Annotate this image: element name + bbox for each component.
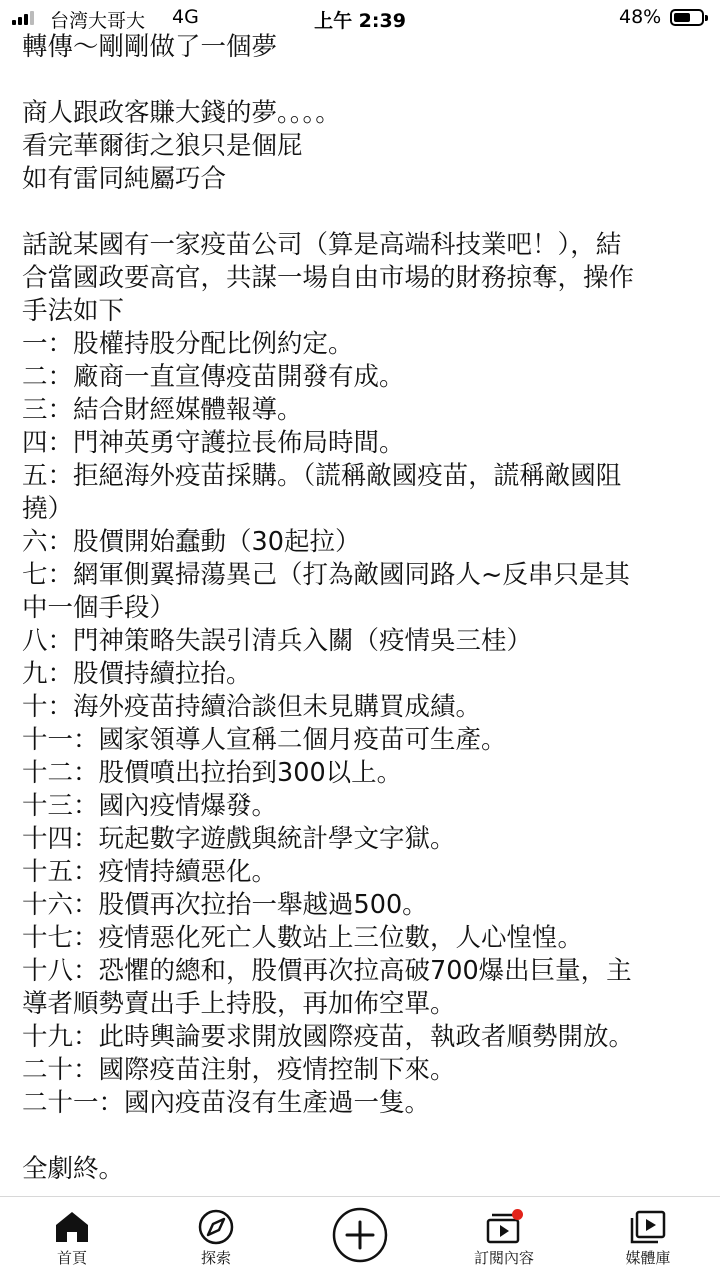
post-line: 二十一：國內疫苗沒有生產過一隻。 (22, 1088, 431, 1118)
home-icon (52, 1209, 92, 1245)
post-body (22, 31, 702, 1186)
post-line: 合當國政要高官，共謀一場自由市場的財務掠奪，操作 (22, 263, 635, 293)
plus-circle-icon (330, 1205, 390, 1265)
status-time: 上午 2:39 (314, 10, 406, 32)
post-line: 四：門神英勇守護拉長佈局時間。 (22, 428, 405, 458)
library-icon (628, 1209, 668, 1245)
post-line: 七：網軍側翼掃蕩異己（打為敵國同路人~反串只是其 (22, 560, 630, 590)
post-line: 十二：股價噴出拉抬到300以上。 (22, 758, 403, 788)
post-line: 全劇終。 (22, 1154, 125, 1184)
tab-library-label: 媒體庫 (625, 1249, 671, 1267)
tab-explore[interactable] (144, 1197, 288, 1281)
tab-explore-label: 探索 (200, 1249, 231, 1267)
blank-line (22, 196, 702, 229)
post-line: 八：門神策略失誤引清兵入關（疫情吳三桂） (22, 626, 533, 656)
post-line: 十五：疫情持續惡化。 (22, 857, 278, 887)
blank-line (22, 1120, 702, 1153)
post-line: 十：海外疫苗持續洽談但未見購買成績。 (22, 692, 482, 722)
post-line: 五：拒絕海外疫苗採購。（謊稱敵國疫苗，謊稱敵國阻 (22, 461, 622, 491)
post-line: 轉傳～剛剛做了一個夢 (22, 32, 278, 62)
create-button[interactable] (288, 1197, 432, 1281)
post-line: 十八：恐懼的總和，股價再次拉高破700爆出巨量，主 (22, 956, 632, 986)
carrier-name: 台湾大哥大 (50, 10, 146, 32)
bottom-tab-bar (0, 1196, 720, 1281)
post-line: 一：股權持股分配比例約定。 (22, 329, 354, 359)
post-line: 十一：國家領導人宣稱二個月疫苗可生產。 (22, 725, 507, 755)
tab-subscriptions-label: 訂閱內容 (473, 1249, 534, 1267)
post-line: 十四：玩起數字遊戲與統計學文字獄。 (22, 824, 456, 854)
network-type: 4G (172, 6, 199, 28)
post-line: 六：股價開始蠢動（30起拉） (22, 527, 361, 557)
post-line: 十六：股價再次拉抬一舉越過500。 (22, 890, 428, 920)
post-line: 手法如下 (22, 296, 125, 326)
post-line: 話說某國有一家疫苗公司（算是高端科技業吧！），結 (22, 230, 622, 260)
tab-subscriptions[interactable] (432, 1197, 576, 1281)
post-line: 九：股價持續拉抬。 (22, 659, 252, 689)
post-line: 二：廠商一直宣傳疫苗開發有成。 (22, 362, 405, 392)
tab-library[interactable] (576, 1197, 720, 1281)
notification-dot (512, 1209, 523, 1220)
tab-home-label: 首頁 (56, 1249, 87, 1267)
post-line: 如有雷同純屬巧合 (22, 164, 227, 194)
battery-percentage: 48% (619, 6, 662, 28)
post-line: 商人跟政客賺大錢的夢。。。。 (22, 98, 341, 128)
post-line: 撓） (22, 494, 74, 524)
post-line: 看完華爾街之狼只是個屁 (22, 131, 303, 161)
blank-line (22, 64, 702, 97)
post-line: 二十：國際疫苗注射，疫情控制下來。 (22, 1055, 456, 1085)
post-line: 十三：國內疫情爆發。 (22, 791, 278, 821)
battery-cap (705, 15, 708, 21)
post-line: 十九：此時輿論要求開放國際疫苗，執政者順勢開放。 (22, 1022, 635, 1052)
compass-icon (196, 1209, 236, 1245)
post-line: 三：結合財經媒體報導。 (22, 395, 303, 425)
post-line: 中一個手段） (22, 593, 176, 623)
post-line: 十七：疫情惡化死亡人數站上三位數，人心惶惶。 (22, 923, 584, 953)
tab-home[interactable] (0, 1197, 144, 1281)
battery-icon (670, 9, 704, 26)
post-line: 導者順勢賣出手上持股，再加佈空單。 (22, 989, 456, 1019)
